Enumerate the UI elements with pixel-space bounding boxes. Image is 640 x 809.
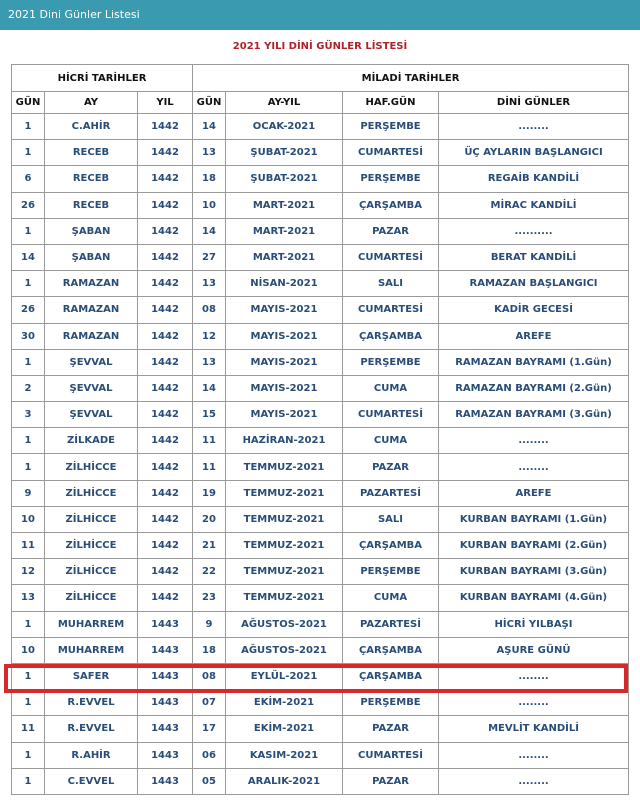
cell-weekday: CUMARTESİ <box>343 402 439 428</box>
cell-weekday: CUMA <box>343 375 439 401</box>
cell-hijri-day: 1 <box>12 114 45 140</box>
cell-day: 08 <box>193 297 226 323</box>
cell-month-year: KASIM-2021 <box>226 742 343 768</box>
cell-religious-day: ........ <box>439 690 629 716</box>
cell-hijri-month: C.EVVEL <box>45 768 138 794</box>
cell-weekday: PAZARTESİ <box>343 480 439 506</box>
cell-hijri-year: 1442 <box>138 402 193 428</box>
religious-days-table <box>11 64 629 795</box>
cell-day: 17 <box>193 716 226 742</box>
hijri-dates-header: HİCRİ TARİHLER <box>12 65 193 92</box>
cell-hijri-year: 1442 <box>138 480 193 506</box>
page-title: 2021 YILI DİNİ GÜNLER LİSTESİ <box>232 41 408 52</box>
table-row <box>12 297 629 323</box>
cell-hijri-day: 1 <box>12 611 45 637</box>
cell-day: 14 <box>193 114 226 140</box>
cell-weekday: CUMARTESİ <box>343 244 439 270</box>
cell-hijri-day: 1 <box>12 271 45 297</box>
cell-hijri-month: RAMAZAN <box>45 323 138 349</box>
cell-religious-day: RAMAZAN BAYRAMI (2.Gün) <box>439 375 629 401</box>
cell-hijri-day: 14 <box>12 244 45 270</box>
cell-weekday: PERŞEMBE <box>343 166 439 192</box>
cell-day: 06 <box>193 742 226 768</box>
cell-day: 13 <box>193 140 226 166</box>
cell-religious-day: .......... <box>439 218 629 244</box>
cell-hijri-month: ŞEVVAL <box>45 402 138 428</box>
gregorian-dates-header: MİLADİ TARİHLER <box>193 65 629 92</box>
cell-religious-day: RAMAZAN BAŞLANGICI <box>439 271 629 297</box>
cell-hijri-month: ZİLHİCCE <box>45 585 138 611</box>
cell-weekday: ÇARŞAMBA <box>343 192 439 218</box>
cell-month-year: TEMMUZ-2021 <box>226 533 343 559</box>
cell-hijri-year: 1442 <box>138 585 193 611</box>
cell-religious-day: AREFE <box>439 480 629 506</box>
cell-hijri-year: 1443 <box>138 690 193 716</box>
cell-weekday: CUMARTESİ <box>343 742 439 768</box>
col-header-hijri-day: GÜN <box>12 92 45 114</box>
cell-month-year: MART-2021 <box>226 218 343 244</box>
cell-hijri-year: 1442 <box>138 271 193 297</box>
cell-hijri-year: 1442 <box>138 454 193 480</box>
window-title: 2021 Dini Günler Listesi <box>0 0 640 30</box>
cell-day: 20 <box>193 506 226 532</box>
table-row <box>12 742 629 768</box>
cell-weekday: CUMARTESİ <box>343 297 439 323</box>
cell-hijri-year: 1442 <box>138 323 193 349</box>
cell-month-year: EYLÜL-2021 <box>226 663 343 689</box>
cell-religious-day: ........ <box>439 663 629 689</box>
cell-weekday: PERŞEMBE <box>343 349 439 375</box>
cell-day: 12 <box>193 323 226 349</box>
cell-hijri-day: 1 <box>12 454 45 480</box>
cell-religious-day: KURBAN BAYRAMI (2.Gün) <box>439 533 629 559</box>
cell-hijri-month: ZİLHİCCE <box>45 454 138 480</box>
cell-hijri-day: 26 <box>12 192 45 218</box>
cell-hijri-year: 1443 <box>138 742 193 768</box>
cell-hijri-year: 1442 <box>138 114 193 140</box>
col-header-month-year: AY-YIL <box>226 92 343 114</box>
cell-month-year: TEMMUZ-2021 <box>226 559 343 585</box>
cell-month-year: TEMMUZ-2021 <box>226 506 343 532</box>
cell-hijri-month: ŞABAN <box>45 218 138 244</box>
col-header-day: GÜN <box>193 92 226 114</box>
cell-day: 11 <box>193 454 226 480</box>
cell-month-year: ARALIK-2021 <box>226 768 343 794</box>
cell-hijri-year: 1443 <box>138 611 193 637</box>
cell-hijri-year: 1442 <box>138 375 193 401</box>
cell-religious-day: KURBAN BAYRAMI (4.Gün) <box>439 585 629 611</box>
cell-month-year: ŞUBAT-2021 <box>226 140 343 166</box>
cell-hijri-month: RECEB <box>45 192 138 218</box>
cell-month-year: OCAK-2021 <box>226 114 343 140</box>
cell-month-year: MART-2021 <box>226 192 343 218</box>
column-header-row <box>12 92 629 114</box>
cell-hijri-year: 1442 <box>138 192 193 218</box>
cell-hijri-day: 11 <box>12 533 45 559</box>
cell-month-year: TEMMUZ-2021 <box>226 454 343 480</box>
cell-day: 27 <box>193 244 226 270</box>
cell-religious-day: REGAİB KANDİLİ <box>439 166 629 192</box>
cell-weekday: PAZARTESİ <box>343 611 439 637</box>
cell-day: 14 <box>193 375 226 401</box>
cell-day: 10 <box>193 192 226 218</box>
cell-hijri-month: ZİLKADE <box>45 428 138 454</box>
cell-hijri-year: 1443 <box>138 768 193 794</box>
cell-day: 15 <box>193 402 226 428</box>
cell-hijri-month: R.AHİR <box>45 742 138 768</box>
cell-hijri-month: ŞEVVAL <box>45 349 138 375</box>
cell-hijri-day: 1 <box>12 768 45 794</box>
cell-hijri-year: 1442 <box>138 297 193 323</box>
cell-hijri-day: 9 <box>12 480 45 506</box>
table-row <box>12 323 629 349</box>
cell-hijri-month: C.AHİR <box>45 114 138 140</box>
table-row <box>12 271 629 297</box>
table-row <box>12 611 629 637</box>
table-row <box>12 585 629 611</box>
cell-day: 9 <box>193 611 226 637</box>
cell-hijri-day: 10 <box>12 637 45 663</box>
cell-weekday: PERŞEMBE <box>343 690 439 716</box>
cell-hijri-month: SAFER <box>45 663 138 689</box>
cell-weekday: CUMA <box>343 428 439 454</box>
cell-hijri-month: ŞEVVAL <box>45 375 138 401</box>
cell-religious-day: BERAT KANDİLİ <box>439 244 629 270</box>
cell-day: 11 <box>193 428 226 454</box>
table-row <box>12 218 629 244</box>
cell-hijri-month: RECEB <box>45 166 138 192</box>
cell-religious-day: ........ <box>439 742 629 768</box>
cell-weekday: ÇARŞAMBA <box>343 663 439 689</box>
cell-hijri-day: 26 <box>12 297 45 323</box>
cell-month-year: MAYIS-2021 <box>226 323 343 349</box>
cell-hijri-year: 1442 <box>138 559 193 585</box>
cell-day: 13 <box>193 271 226 297</box>
col-header-weekday: HAF.GÜN <box>343 92 439 114</box>
cell-weekday: PERŞEMBE <box>343 114 439 140</box>
cell-weekday: CUMARTESİ <box>343 140 439 166</box>
cell-hijri-day: 1 <box>12 218 45 244</box>
cell-religious-day: ÜÇ AYLARIN BAŞLANGICI <box>439 140 629 166</box>
table-row <box>12 533 629 559</box>
table-row <box>12 506 629 532</box>
cell-hijri-month: R.EVVEL <box>45 716 138 742</box>
cell-hijri-day: 1 <box>12 428 45 454</box>
cell-hijri-month: ZİLHİCCE <box>45 506 138 532</box>
cell-month-year: MAYIS-2021 <box>226 402 343 428</box>
cell-month-year: TEMMUZ-2021 <box>226 585 343 611</box>
cell-month-year: MAYIS-2021 <box>226 349 343 375</box>
cell-hijri-day: 12 <box>12 559 45 585</box>
cell-hijri-year: 1442 <box>138 428 193 454</box>
cell-hijri-year: 1443 <box>138 663 193 689</box>
cell-month-year: TEMMUZ-2021 <box>226 480 343 506</box>
cell-religious-day: AŞURE GÜNÜ <box>439 637 629 663</box>
col-header-hijri-year: YIL <box>138 92 193 114</box>
cell-hijri-year: 1442 <box>138 218 193 244</box>
cell-hijri-month: R.EVVEL <box>45 690 138 716</box>
cell-month-year: MAYIS-2021 <box>226 375 343 401</box>
cell-weekday: PAZAR <box>343 454 439 480</box>
table-row <box>12 192 629 218</box>
cell-hijri-month: ŞABAN <box>45 244 138 270</box>
table-row <box>12 716 629 742</box>
cell-hijri-day: 13 <box>12 585 45 611</box>
cell-month-year: MART-2021 <box>226 244 343 270</box>
table-row <box>12 454 629 480</box>
table-row <box>12 244 629 270</box>
cell-month-year: MAYIS-2021 <box>226 297 343 323</box>
cell-hijri-day: 1 <box>12 742 45 768</box>
cell-day: 21 <box>193 533 226 559</box>
table-row-highlighted <box>12 637 629 663</box>
cell-weekday: PAZAR <box>343 768 439 794</box>
cell-hijri-day: 1 <box>12 140 45 166</box>
cell-religious-day: ........ <box>439 428 629 454</box>
cell-month-year: EKİM-2021 <box>226 716 343 742</box>
cell-religious-day: RAMAZAN BAYRAMI (1.Gün) <box>439 349 629 375</box>
col-header-hijri-month: AY <box>45 92 138 114</box>
table-row <box>12 166 629 192</box>
cell-hijri-day: 6 <box>12 166 45 192</box>
cell-hijri-day: 1 <box>12 663 45 689</box>
cell-hijri-month: RAMAZAN <box>45 271 138 297</box>
cell-month-year: AĞUSTOS-2021 <box>226 611 343 637</box>
cell-day: 18 <box>193 637 226 663</box>
col-header-religious-day: DİNİ GÜNLER <box>439 92 629 114</box>
cell-hijri-day: 10 <box>12 506 45 532</box>
cell-day: 05 <box>193 768 226 794</box>
cell-religious-day: AREFE <box>439 323 629 349</box>
cell-hijri-month: MUHARREM <box>45 637 138 663</box>
cell-weekday: PAZAR <box>343 218 439 244</box>
cell-hijri-year: 1443 <box>138 637 193 663</box>
cell-weekday: PAZAR <box>343 716 439 742</box>
cell-hijri-month: ZİLHİCCE <box>45 533 138 559</box>
cell-month-year: NİSAN-2021 <box>226 271 343 297</box>
cell-hijri-year: 1442 <box>138 349 193 375</box>
cell-religious-day: HİCRİ YILBAŞI <box>439 611 629 637</box>
table-row <box>12 375 629 401</box>
cell-hijri-year: 1442 <box>138 166 193 192</box>
cell-hijri-month: ZİLHİCCE <box>45 559 138 585</box>
cell-day: 08 <box>193 663 226 689</box>
group-header-row <box>12 65 629 92</box>
cell-religious-day: ........ <box>439 454 629 480</box>
cell-hijri-month: ZİLHİCCE <box>45 480 138 506</box>
cell-day: 07 <box>193 690 226 716</box>
cell-weekday: PERŞEMBE <box>343 559 439 585</box>
table-row <box>12 349 629 375</box>
cell-hijri-year: 1443 <box>138 716 193 742</box>
cell-religious-day: RAMAZAN BAYRAMI (3.Gün) <box>439 402 629 428</box>
cell-day: 22 <box>193 559 226 585</box>
table-row <box>12 140 629 166</box>
table-row <box>12 114 629 140</box>
cell-hijri-year: 1442 <box>138 140 193 166</box>
cell-month-year: ŞUBAT-2021 <box>226 166 343 192</box>
cell-weekday: ÇARŞAMBA <box>343 533 439 559</box>
cell-religious-day: ........ <box>439 114 629 140</box>
cell-religious-day: MİRAC KANDİLİ <box>439 192 629 218</box>
cell-weekday: ÇARŞAMBA <box>343 323 439 349</box>
cell-day: 18 <box>193 166 226 192</box>
cell-religious-day: KURBAN BAYRAMI (3.Gün) <box>439 559 629 585</box>
cell-day: 14 <box>193 218 226 244</box>
cell-religious-day: MEVLİT KANDİLİ <box>439 716 629 742</box>
cell-day: 23 <box>193 585 226 611</box>
table-row <box>12 768 629 794</box>
cell-hijri-year: 1442 <box>138 244 193 270</box>
cell-hijri-year: 1442 <box>138 533 193 559</box>
cell-day: 19 <box>193 480 226 506</box>
cell-hijri-month: MUHARREM <box>45 611 138 637</box>
table-row <box>12 480 629 506</box>
cell-hijri-day: 1 <box>12 349 45 375</box>
cell-hijri-day: 2 <box>12 375 45 401</box>
cell-hijri-day: 3 <box>12 402 45 428</box>
cell-religious-day: KADİR GECESİ <box>439 297 629 323</box>
table-row <box>12 428 629 454</box>
cell-month-year: AĞUSTOS-2021 <box>226 637 343 663</box>
table-row <box>12 402 629 428</box>
table-row <box>12 663 629 689</box>
cell-hijri-year: 1442 <box>138 506 193 532</box>
cell-religious-day: ........ <box>439 768 629 794</box>
cell-weekday: CUMA <box>343 585 439 611</box>
cell-religious-day: KURBAN BAYRAMI (1.Gün) <box>439 506 629 532</box>
cell-weekday: SALI <box>343 506 439 532</box>
cell-hijri-day: 11 <box>12 716 45 742</box>
cell-hijri-day: 30 <box>12 323 45 349</box>
cell-month-year: EKİM-2021 <box>226 690 343 716</box>
table-row <box>12 559 629 585</box>
cell-day: 13 <box>193 349 226 375</box>
cell-hijri-month: RECEB <box>45 140 138 166</box>
table-row <box>12 690 629 716</box>
cell-month-year: HAZİRAN-2021 <box>226 428 343 454</box>
cell-hijri-day: 1 <box>12 690 45 716</box>
cell-hijri-month: RAMAZAN <box>45 297 138 323</box>
cell-weekday: ÇARŞAMBA <box>343 637 439 663</box>
cell-weekday: SALI <box>343 271 439 297</box>
